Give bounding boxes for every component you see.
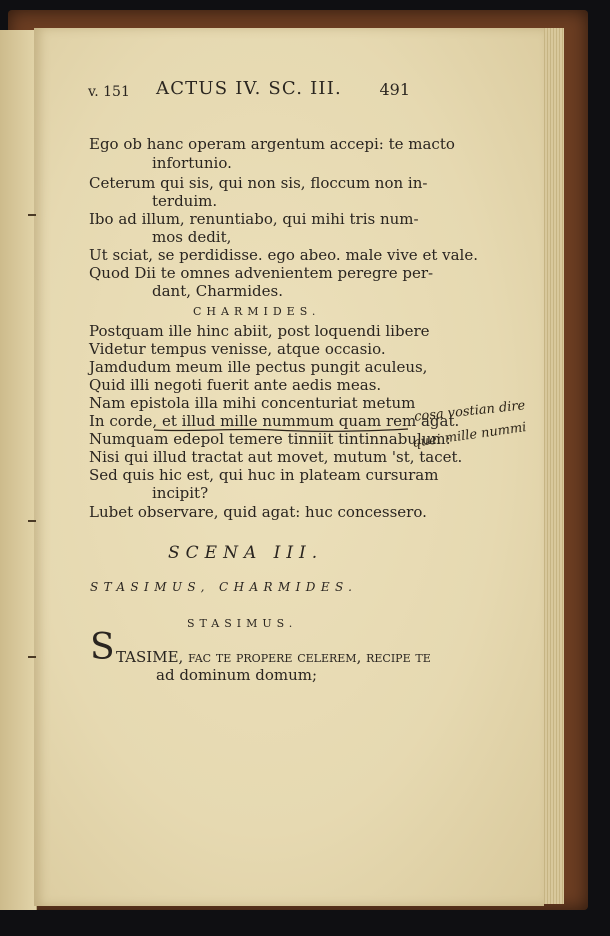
text-line: Jamdudum meum ille pectus pungit aculeus, xyxy=(89,358,428,376)
text-line: Lubet observare, quid agat: huc concessero. xyxy=(89,503,427,521)
text-line: Quid illi negoti fuerit ante aedis meas. xyxy=(89,376,382,394)
margin-mark xyxy=(28,520,36,522)
scene-heading: SCENA III. xyxy=(168,543,324,563)
text-line: incipit? xyxy=(152,484,209,502)
speaker-name: STASIMUS. xyxy=(187,617,298,630)
text-line: Ceterum qui sis, qui non sis, floccum non in- xyxy=(89,174,428,192)
text-line: TASIME, fac te propere celerem, recipe te xyxy=(116,648,431,666)
running-title: ACTUS IV. SC. III. xyxy=(156,78,342,99)
text-line: dant, Charmides. xyxy=(152,282,283,300)
running-head xyxy=(88,78,410,102)
verse-reference: v. 151 xyxy=(88,84,130,100)
text-line: Ego ob hanc operam argentum accepi: te macto xyxy=(89,135,455,153)
text-line: Ut sciat, se perdidisse. ego abeo. male vive et vale. xyxy=(89,246,478,264)
text-line: Videtur tempus venisse, atque occasio. xyxy=(89,340,386,358)
text-line: infortunio. xyxy=(152,154,232,172)
text-line: Sed quis hic est, qui huc in plateam cursuram xyxy=(89,466,439,484)
margin-mark xyxy=(28,214,36,216)
drop-cap: S xyxy=(90,627,115,668)
text-line: mos dedit, xyxy=(152,228,232,246)
text-line: Numquam edepol temere tinniit tintinnabulum: xyxy=(89,430,451,448)
handwritten-note: quei mille nummi xyxy=(411,420,528,451)
text-line: Nam epistola illa mihi concenturiat metum xyxy=(89,394,416,412)
text-line: Quod Dii te omnes advenientem peregre per- xyxy=(89,264,434,282)
margin-mark xyxy=(28,656,36,658)
page-number: 491 xyxy=(379,80,410,99)
speaker-name: CHARMIDES. xyxy=(193,305,321,318)
text-line: Nisi qui illud tractat aut movet, mutum 'st, tacet. xyxy=(89,448,463,466)
text-line: Postquam ille hinc abiit, post loquendi libere xyxy=(89,322,430,340)
dramatis-personae: STASIMUS, CHARMIDES. xyxy=(90,580,358,594)
left-page-edge xyxy=(0,30,37,910)
handwritten-note: cosa vostian dire xyxy=(413,398,527,425)
text-line: ad dominum domum; xyxy=(156,666,318,684)
text-line: In corde, et illud mille nummum quam rem agat. xyxy=(89,412,460,430)
text-line: Ibo ad illum, renuntiabo, qui mihi tris num- xyxy=(89,210,419,228)
text-line: terduim. xyxy=(152,192,218,210)
handwritten-underline xyxy=(154,427,408,433)
